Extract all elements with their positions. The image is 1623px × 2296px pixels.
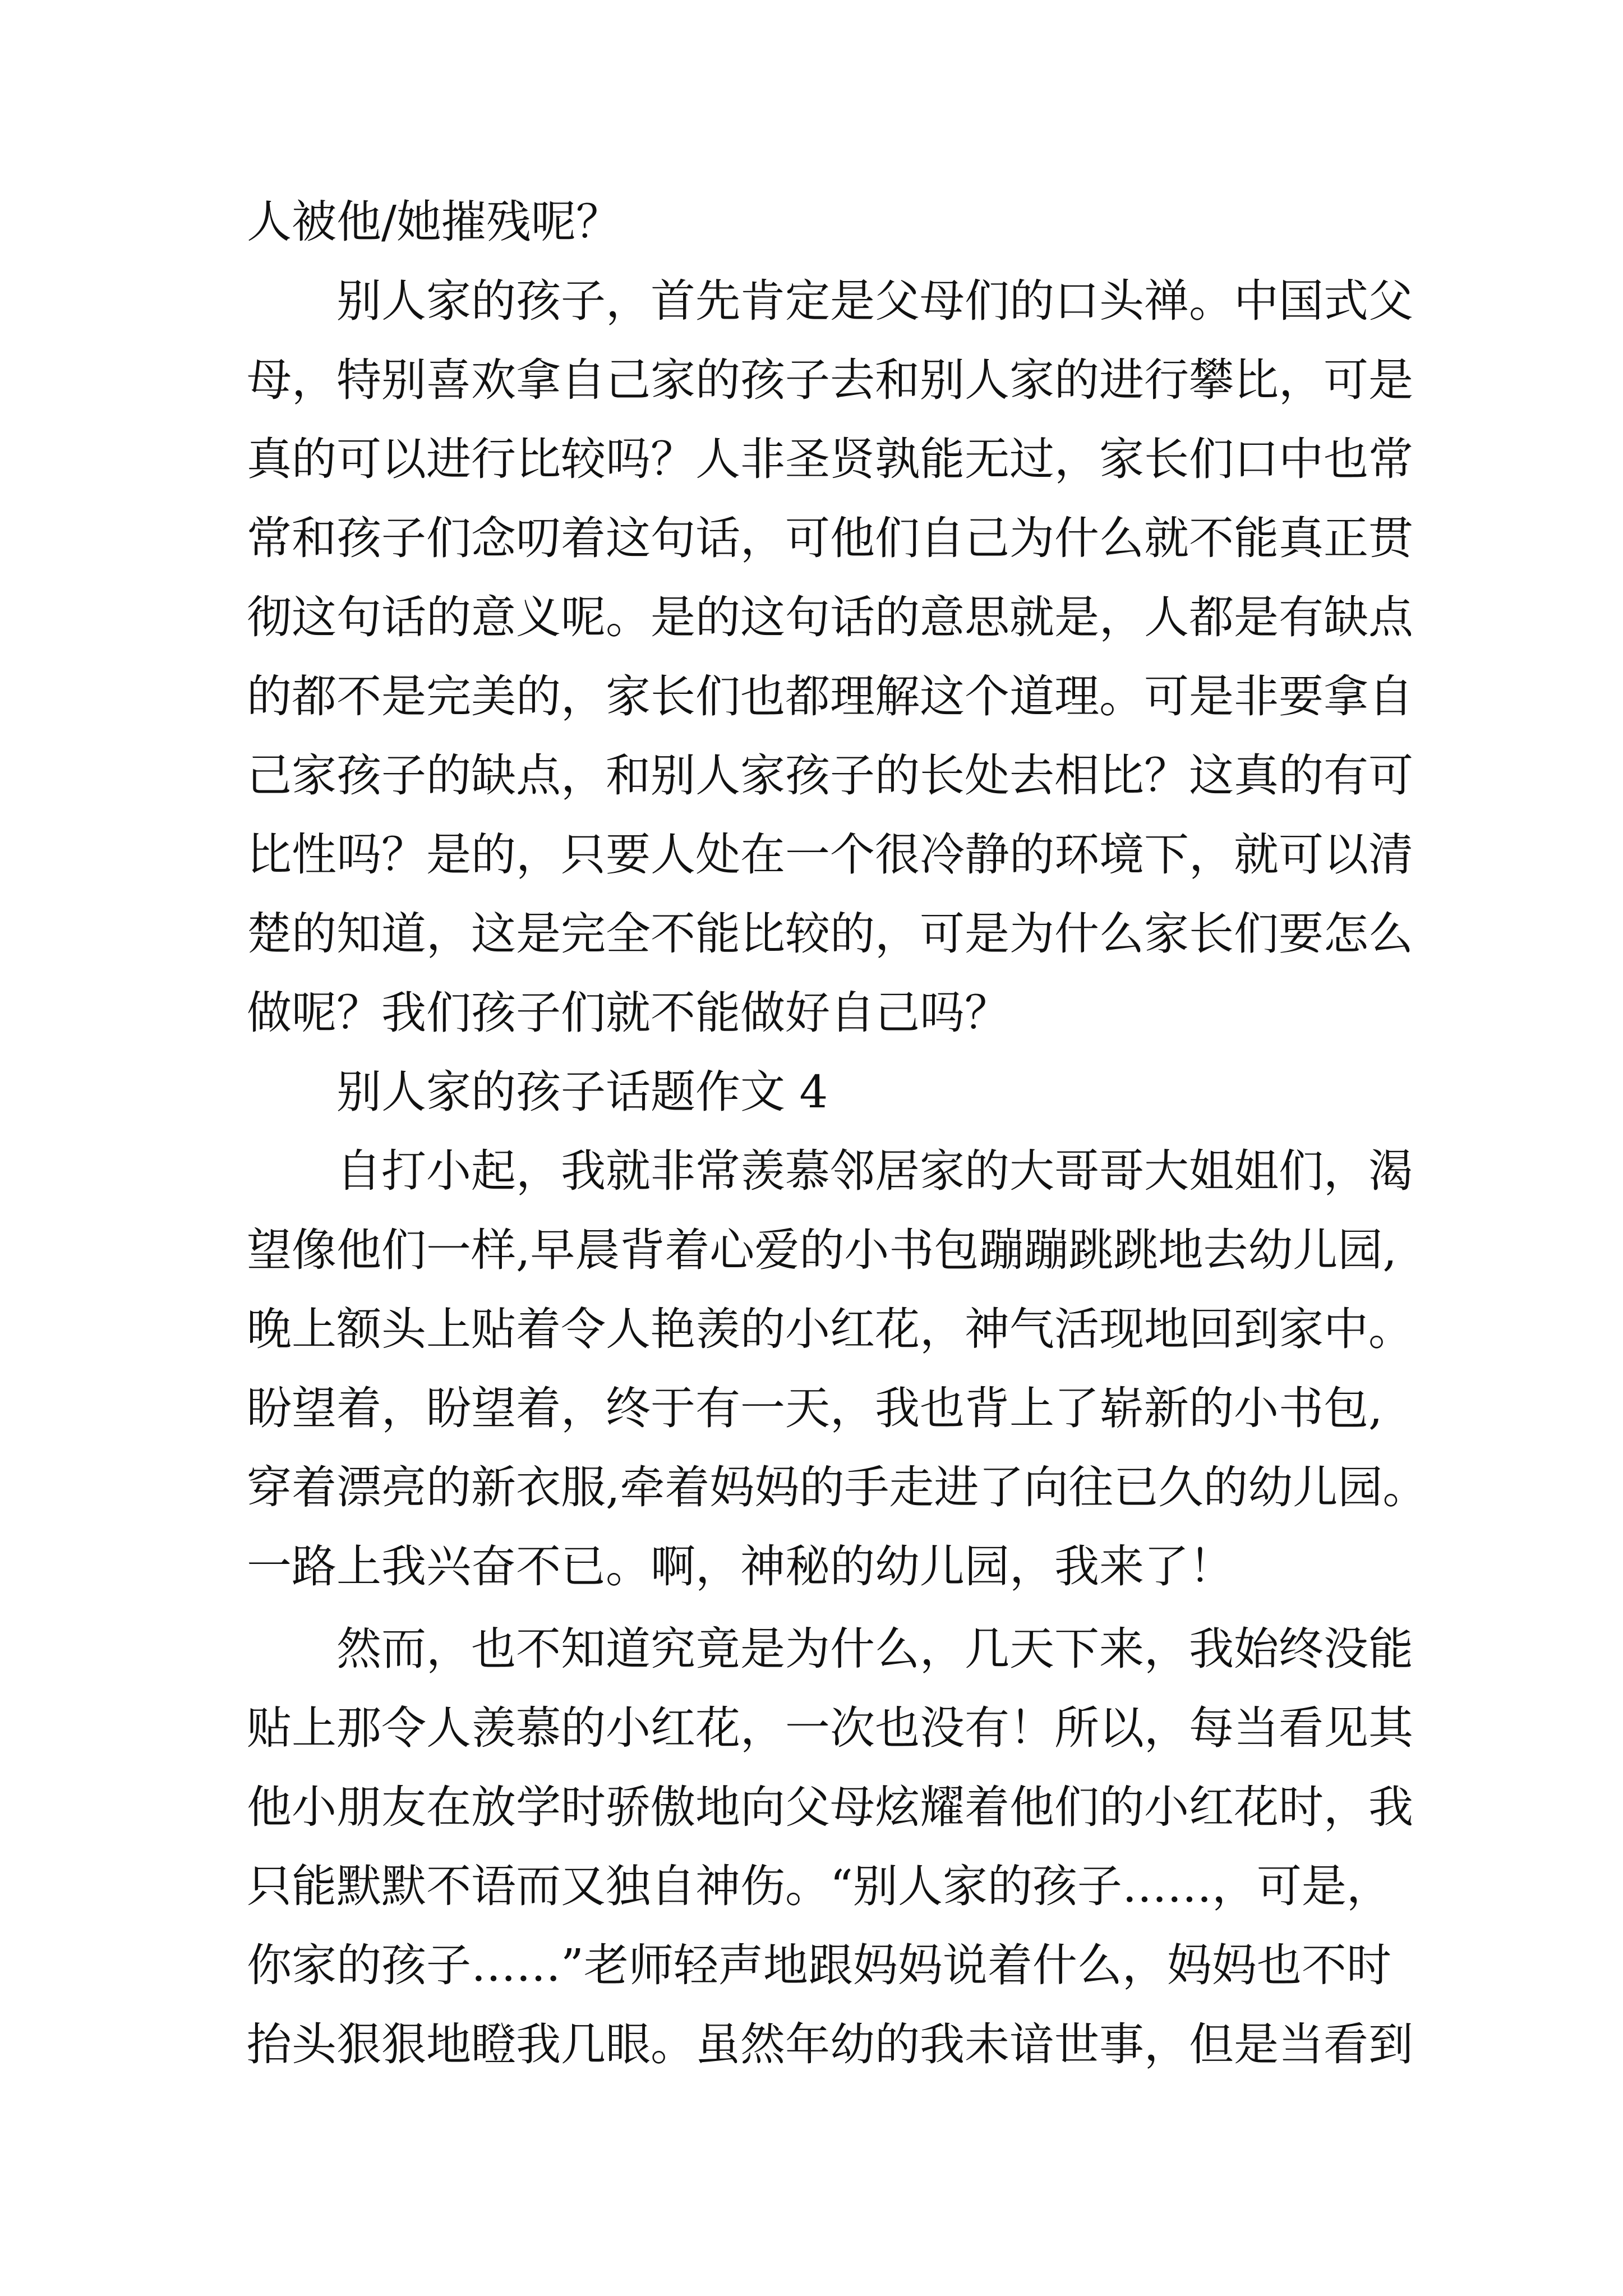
text-line: 真的可以进行比较吗？人非圣贤孰能无过，家长们口中也常: [247, 433, 1413, 485]
text-line: 他小朋友在放学时骄傲地向父母炫耀着他们的小红花时，我: [247, 1781, 1413, 1833]
text-line: 常和孩子们念叨着这句话，可他们自己为什么就不能真正贯: [247, 512, 1413, 564]
text-line: 一路上我兴奋不已。啊，神秘的幼儿园，我来了！: [247, 1540, 1234, 1593]
text-line: 的都不是完美的，家长们也都理解这个道理。可是非要拿自: [247, 670, 1413, 723]
text-line: 做呢？我们孩子们就不能做好自己吗？: [247, 987, 1009, 1039]
text-line: 抬头狠狠地瞪我几眼。虽然年幼的我未谙世事，但是当看到: [247, 2018, 1413, 2070]
text-line: 贴上那令人羡慕的小红花，一次也没有！所以，每当看见其: [247, 1702, 1413, 1754]
paragraph-line: 自打小起，我就非常羡慕邻居家的大哥哥大姐姐们，渴: [336, 1145, 1413, 1197]
text-line: 只能默默不语而又独自神伤。“别人家的孩子……，可是，: [247, 1860, 1391, 1912]
text-line: 彻这句话的意义呢。是的这句话的意思就是，人都是有缺点: [247, 591, 1413, 643]
text-line: 盼望着，盼望着，终于有一天，我也背上了崭新的小书包,: [247, 1382, 1383, 1434]
paragraph-line: 然而，也不知道究竟是为什么，几天下来，我始终没能: [336, 1623, 1413, 1675]
text-line: 你家的孩子……”老师轻声地跟妈妈说着什么，妈妈也不时: [247, 1939, 1391, 1991]
text-line: 望像他们一样,早晨背着心爱的小书包蹦蹦跳跳地去幼儿园,: [247, 1224, 1397, 1276]
section-heading: 别人家的孩子话题作文 4: [336, 1066, 828, 1118]
text-line: 比性吗？是的，只要人处在一个很冷静的环境下，就可以清: [247, 829, 1413, 881]
text-line: 楚的知道，这是完全不能比较的，可是为什么家长们要怎么: [247, 908, 1413, 960]
text-line: 己家孩子的缺点，和别人家孩子的长处去相比？这真的有可: [247, 749, 1413, 802]
text-line: 晚上额头上贴着令人艳羡的小红花，神气活现地回到家中。: [247, 1303, 1413, 1355]
text-line: 穿着漂亮的新衣服,牵着妈妈的手走进了向往已久的幼儿园。: [247, 1461, 1428, 1513]
text-line: 母，特别喜欢拿自己家的孩子去和别人家的进行攀比，可是: [247, 354, 1413, 406]
text-line: 人被他/她摧残呢？: [247, 196, 621, 248]
document-body: [247, 182, 1428, 2084]
paragraph-line: 别人家的孩子，首先肯定是父母们的口头禅。中国式父: [336, 275, 1413, 327]
